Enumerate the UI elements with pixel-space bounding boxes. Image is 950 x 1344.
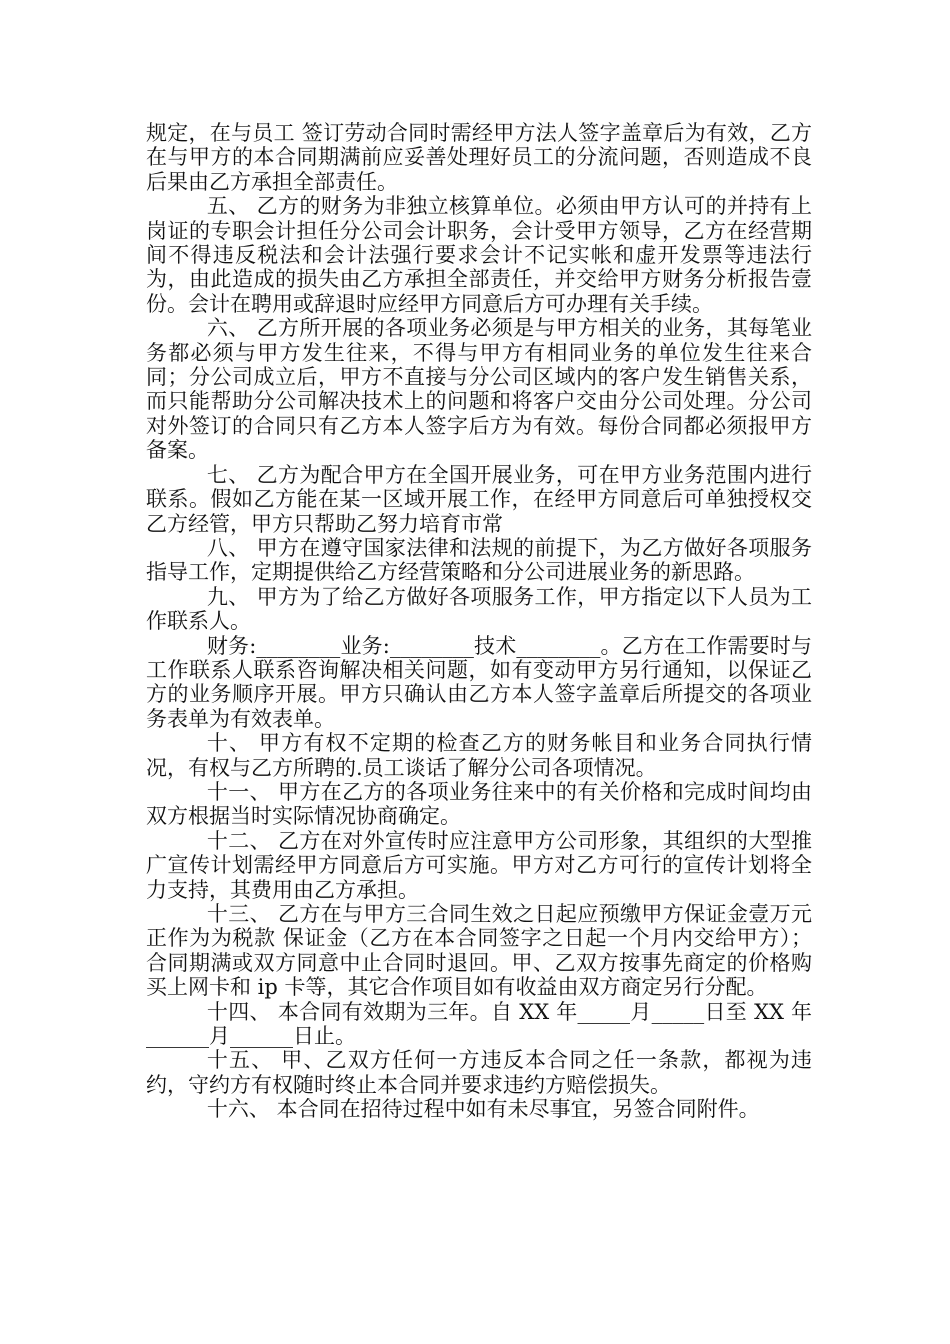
clause-11: 十一、 甲方在乙方的各项业务往来中的有关价格和完成时间均由双方根据当时实际情况协商确定。 <box>146 779 812 829</box>
clause-7: 七、 乙方为配合甲方在全国开展业务，可在甲方业务范围内进行联系。假如乙方能在某一区域开展工作，在经甲方同意后可单独授权交乙方经管，甲方只帮助乙努力培育市常 <box>146 462 812 536</box>
document-body <box>146 121 812 1122</box>
clause-12: 十二、 乙方在对外宣传时应注意甲方公司形象，其组织的大型推广宣传计划需经甲方同意后方可实施。甲方对乙方可行的宣传计划将全力支持，其费用由乙方承担。 <box>146 828 812 902</box>
contact-persons-paragraph: 财务:________业务:________技术________。乙方在工作需要时与工作联系人联系咨询解决相关问题，如有变动甲方另行通知，以保证乙方的业务顺序开展。甲方只确认由乙方本人签字盖章后所提交的各项业务表单为有效表单。 <box>146 633 812 731</box>
clause-10: 十、 甲方有权不定期的检查乙方的财务帐目和业务合同执行情况，有权与乙方所聘的.员工谈话了解分公司各项情况。 <box>146 731 812 780</box>
clause-16: 十六、 本合同在招待过程中如有未尽事宜，另签合同附件。 <box>206 1097 760 1122</box>
paragraph-1: 规定，在与员工 签订劳动合同时需经甲方法人签字盖章后为有效，乙方在与甲方的本合同期满前应妥善处理好员工的分流问题，否则造成不良后果由乙方承担全部责任。 <box>146 121 812 194</box>
clause-14: 十四、 本合同有效期为三年。自 XX 年_____月_____日至 XX 年______月______日止。 <box>146 999 812 1049</box>
clause-15: 十五、 甲、乙双方任何一方违反本合同之任一条款，都视为违约，守约方有权随时终止本合同并要求违约方赔偿损失。 <box>146 1048 812 1097</box>
clause-6: 六、 乙方所开展的各项业务必须是与甲方相关的业务，其每笔业务都必须与甲方发生往来，不得与甲方有相同业务的单位发生往来合同；分公司成立后，甲方不直接与分公司区域内的客户发生销售关系，而只能帮助分公司解决技术上的问题和将客户交由分公司处理。分公司对外签订的合同只有乙方本人签字后方为有效。每份合同都必须报甲方备案。 <box>146 316 812 463</box>
clause-5: 五、 乙方的财务为非独立核算单位。必须由甲方认可的并持有上岗证的专职会计担任分公司会计职务，会计受甲方领导，乙方在经营期间不得违反税法和会计法强行要求会计不记实帐和虚开发票等违法行为，由此造成的损失由乙方承担全部责任，并交给甲方财务分析报告壹份。会计在聘用或辞退时应经甲方同意后方可办理有关手续。 <box>146 194 812 316</box>
clause-9: 九、 甲方为了给乙方做好各项服务工作，甲方指定以下人员为工作联系人。 <box>146 584 812 634</box>
clause-13: 十三、 乙方在与甲方三合同生效之日起应预缴甲方保证金壹万元正作为为税款 保证金（乙方在本合同签字之日起一个月内交给甲方）；合同期满或双方同意中止合同时退回。甲、乙双方按事先商定的价格购买上网卡和 ip 卡等，其它合作项目如有收益由双方商定另行分配。 <box>146 902 812 1000</box>
clause-8: 八、 甲方在遵守国家法律和法规的前提下，为乙方做好各项服务指导工作，定期提供给乙方经营策略和分公司进展业务的新思路。 <box>146 535 812 585</box>
